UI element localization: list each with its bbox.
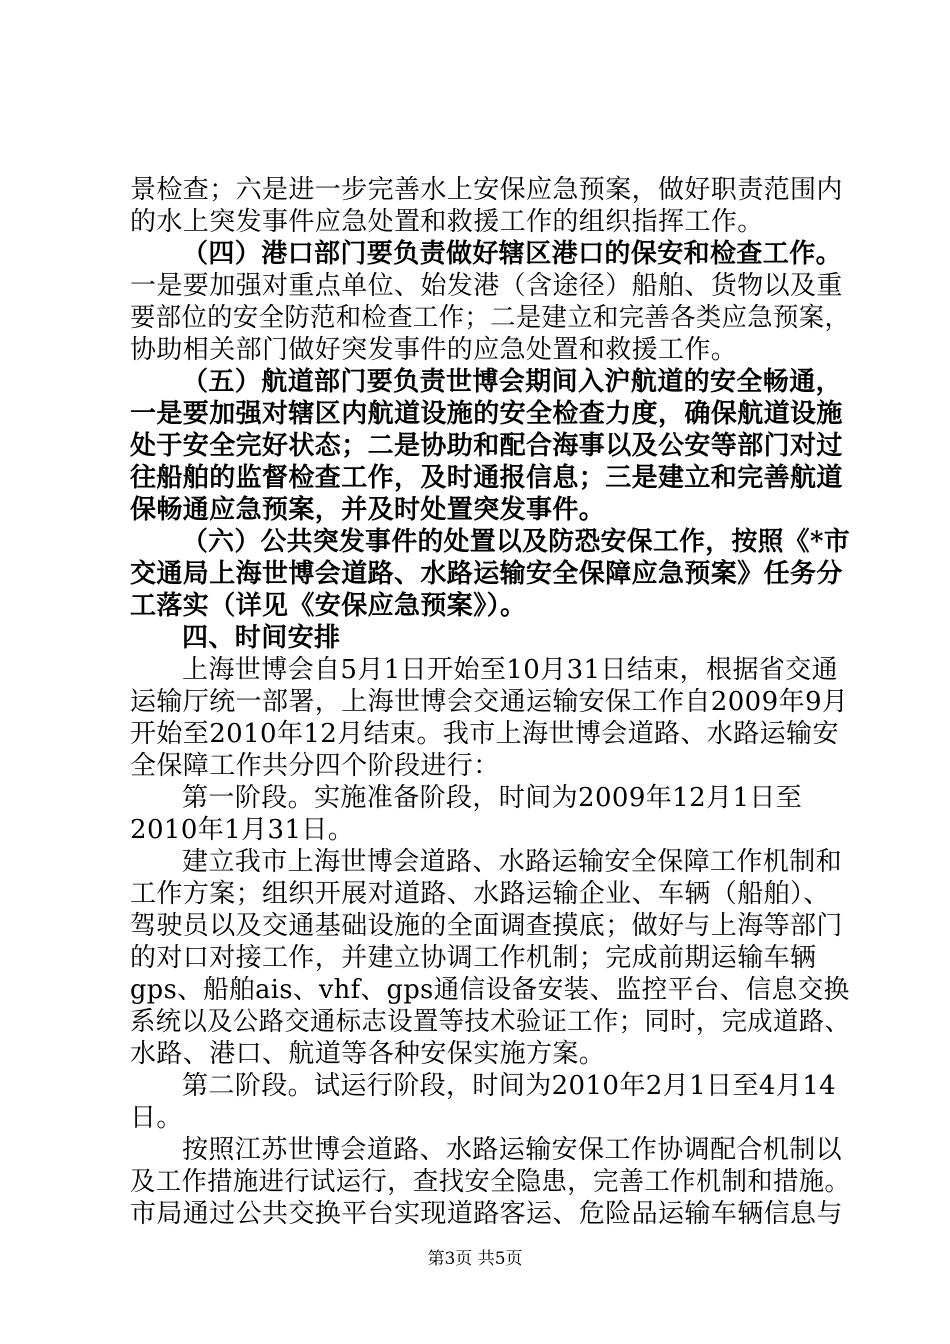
text-line: 水路、港口、航道等各种安保实施方案。 — [130, 1039, 606, 1069]
section-heading: 四、时间安排 — [182, 623, 341, 653]
text-line: 市局通过公共交换平台实现道路客运、危险品运输车辆信息与 — [130, 1199, 843, 1229]
text-line: 的水上突发事件应急处置和救援工作的组织指挥工作。 — [130, 207, 764, 237]
text-line: 协助相关部门做好突发事件的应急处置和救援工作。 — [130, 335, 738, 365]
text-line: 交通局上海世博会道路、水路运输安全保障应急预案》任务分 — [130, 559, 843, 589]
text-line: 驾驶员以及交通基础设施的全面调查摸底；做好与上海等部门 — [130, 911, 843, 941]
text-line: 按照江苏世博会道路、水路运输安保工作协调配合机制以 — [182, 1135, 843, 1165]
page-number-footer: 第3页 共5页 — [427, 1249, 523, 1269]
text-line: 及工作措施进行试运行，查找安全隐患，完善工作机制和措施。 — [130, 1167, 851, 1197]
text-line: 开始至2010年12月结束。我市上海世博会道路、水路运输安 — [130, 719, 839, 749]
text-line: 上海世博会自5月1日开始至10月31日结束，根据省交通 — [182, 655, 839, 685]
text-line: 处于安全完好状态；二是协助和配合海事以及公安等部门对过 — [130, 431, 843, 461]
text-line: 一是要加强对辖区内航道设施的安全检查力度，确保航道设施 — [130, 399, 843, 429]
text-line: 系统以及公路交通标志设置等技术验证工作；同时，完成道路、 — [130, 1007, 851, 1037]
text-line: 保畅通应急预案，并及时处置突发事件。 — [130, 495, 606, 525]
text-line: 的对口对接工作，并建立协调工作机制；完成前期运输车辆 — [130, 943, 817, 973]
text-line: 日。 — [130, 1103, 183, 1133]
text-line: 建立我市上海世博会道路、水路运输安全保障工作机制和 — [182, 847, 843, 877]
section-heading: （六）公共突发事件的处置以及防恐安保工作，按照《*市 — [182, 527, 850, 557]
text-line: 运输厅统一部署，上海世博会交通运输安保工作自2009年9月 — [130, 687, 849, 717]
section-heading: （五）航道部门要负责世博会期间入沪航道的安全畅通， — [182, 367, 843, 397]
text-line: 全保障工作共分四个阶段进行： — [130, 751, 500, 781]
text-line: 景检查；六是进一步完善水上安保应急预案，做好职责范围内 — [130, 175, 843, 205]
text-line: 工落实（详见《安保应急预案》）。 — [130, 591, 527, 621]
text-line: 一是要加强对重点单位、始发港（含途径）船舶、货物以及重 — [130, 271, 843, 301]
text-line: gps、船舶ais、vhf、gps通信设备安装、监控平台、信息交换 — [130, 975, 850, 1005]
text-line: 要部位的安全防范和检查工作；二是建立和完善各类应急预案， — [130, 303, 851, 333]
text-line: 往船舶的监督检查工作，及时通报信息；三是建立和完善航道 — [130, 463, 843, 493]
text-line: 2010年1月31日。 — [130, 815, 355, 845]
text-line: 工作方案；组织开展对道路、水路运输企业、车辆（船舶）、 — [130, 879, 830, 909]
text-line: 第一阶段。实施准备阶段，时间为2009年12月1日至 — [182, 783, 803, 813]
text-line: 第二阶段。试运行阶段，时间为2010年2月1日至4月14 — [182, 1071, 837, 1101]
section-heading: （四）港口部门要负责做好辖区港口的保安和检查工作。 — [182, 239, 843, 269]
